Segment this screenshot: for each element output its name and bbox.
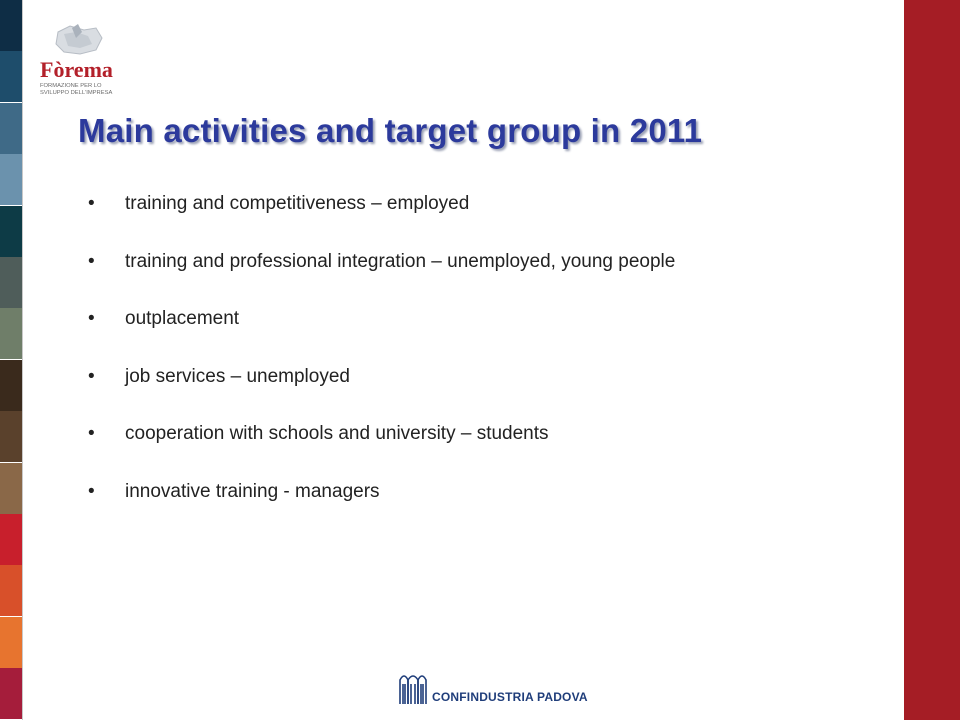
list-item-text: cooperation with schools and university – students — [125, 423, 549, 444]
list-item-text: training and competitiveness – employed — [125, 193, 470, 214]
color-strip-segment — [0, 154, 22, 205]
confindustria-padova-logo — [396, 670, 596, 706]
confindustria-emblem-icon — [396, 670, 430, 706]
color-strip-segment — [0, 257, 22, 308]
list-item — [88, 363, 675, 421]
color-strip-segment — [0, 411, 22, 462]
bullet-icon: • — [88, 423, 95, 444]
list-item-text: innovative training - managers — [125, 480, 380, 502]
logo-tagline-line-1: FORMAZIONE PER LO — [40, 83, 102, 89]
slide-title: Main activities and target group in 2011 — [78, 112, 703, 149]
bullet-icon: • — [88, 365, 95, 387]
color-strip-segment — [0, 51, 22, 102]
right-accent-bar — [904, 0, 960, 720]
list-item — [88, 420, 675, 478]
forema-emblem-icon — [56, 24, 102, 54]
forema-logo — [36, 20, 122, 96]
footer-org-name: CONFINDUSTRIA PADOVA — [432, 690, 588, 704]
color-strip-segment — [0, 668, 22, 719]
list-item-text: job services – unemployed — [125, 365, 350, 387]
list-item-text: training and professional integration – unemployed, young people — [125, 250, 676, 272]
color-strip-segment — [0, 617, 22, 668]
activities-list — [88, 190, 675, 535]
list-item — [88, 248, 675, 306]
color-strip-segment — [0, 308, 22, 359]
color-strip-segment — [0, 463, 22, 514]
list-item-text: outplacement — [125, 308, 240, 329]
bullet-icon: • — [88, 308, 95, 329]
color-strip-segment — [0, 565, 22, 616]
left-color-strip — [0, 0, 22, 720]
bullet-icon: • — [88, 193, 95, 214]
color-strip-segment — [0, 514, 22, 565]
list-item — [88, 478, 675, 536]
bullet-icon: • — [88, 480, 95, 502]
left-divider-line — [22, 0, 23, 720]
logo-tagline-line-2: SVILUPPO DELL'IMPRESA — [40, 90, 113, 96]
logo-name: Fòrema — [40, 57, 113, 82]
color-strip-segment — [0, 0, 22, 51]
list-item — [88, 190, 675, 248]
list-item — [88, 305, 675, 363]
color-strip-segment — [0, 103, 22, 154]
color-strip-segment — [0, 360, 22, 411]
bullet-icon: • — [88, 250, 95, 272]
color-strip-segment — [0, 206, 22, 257]
